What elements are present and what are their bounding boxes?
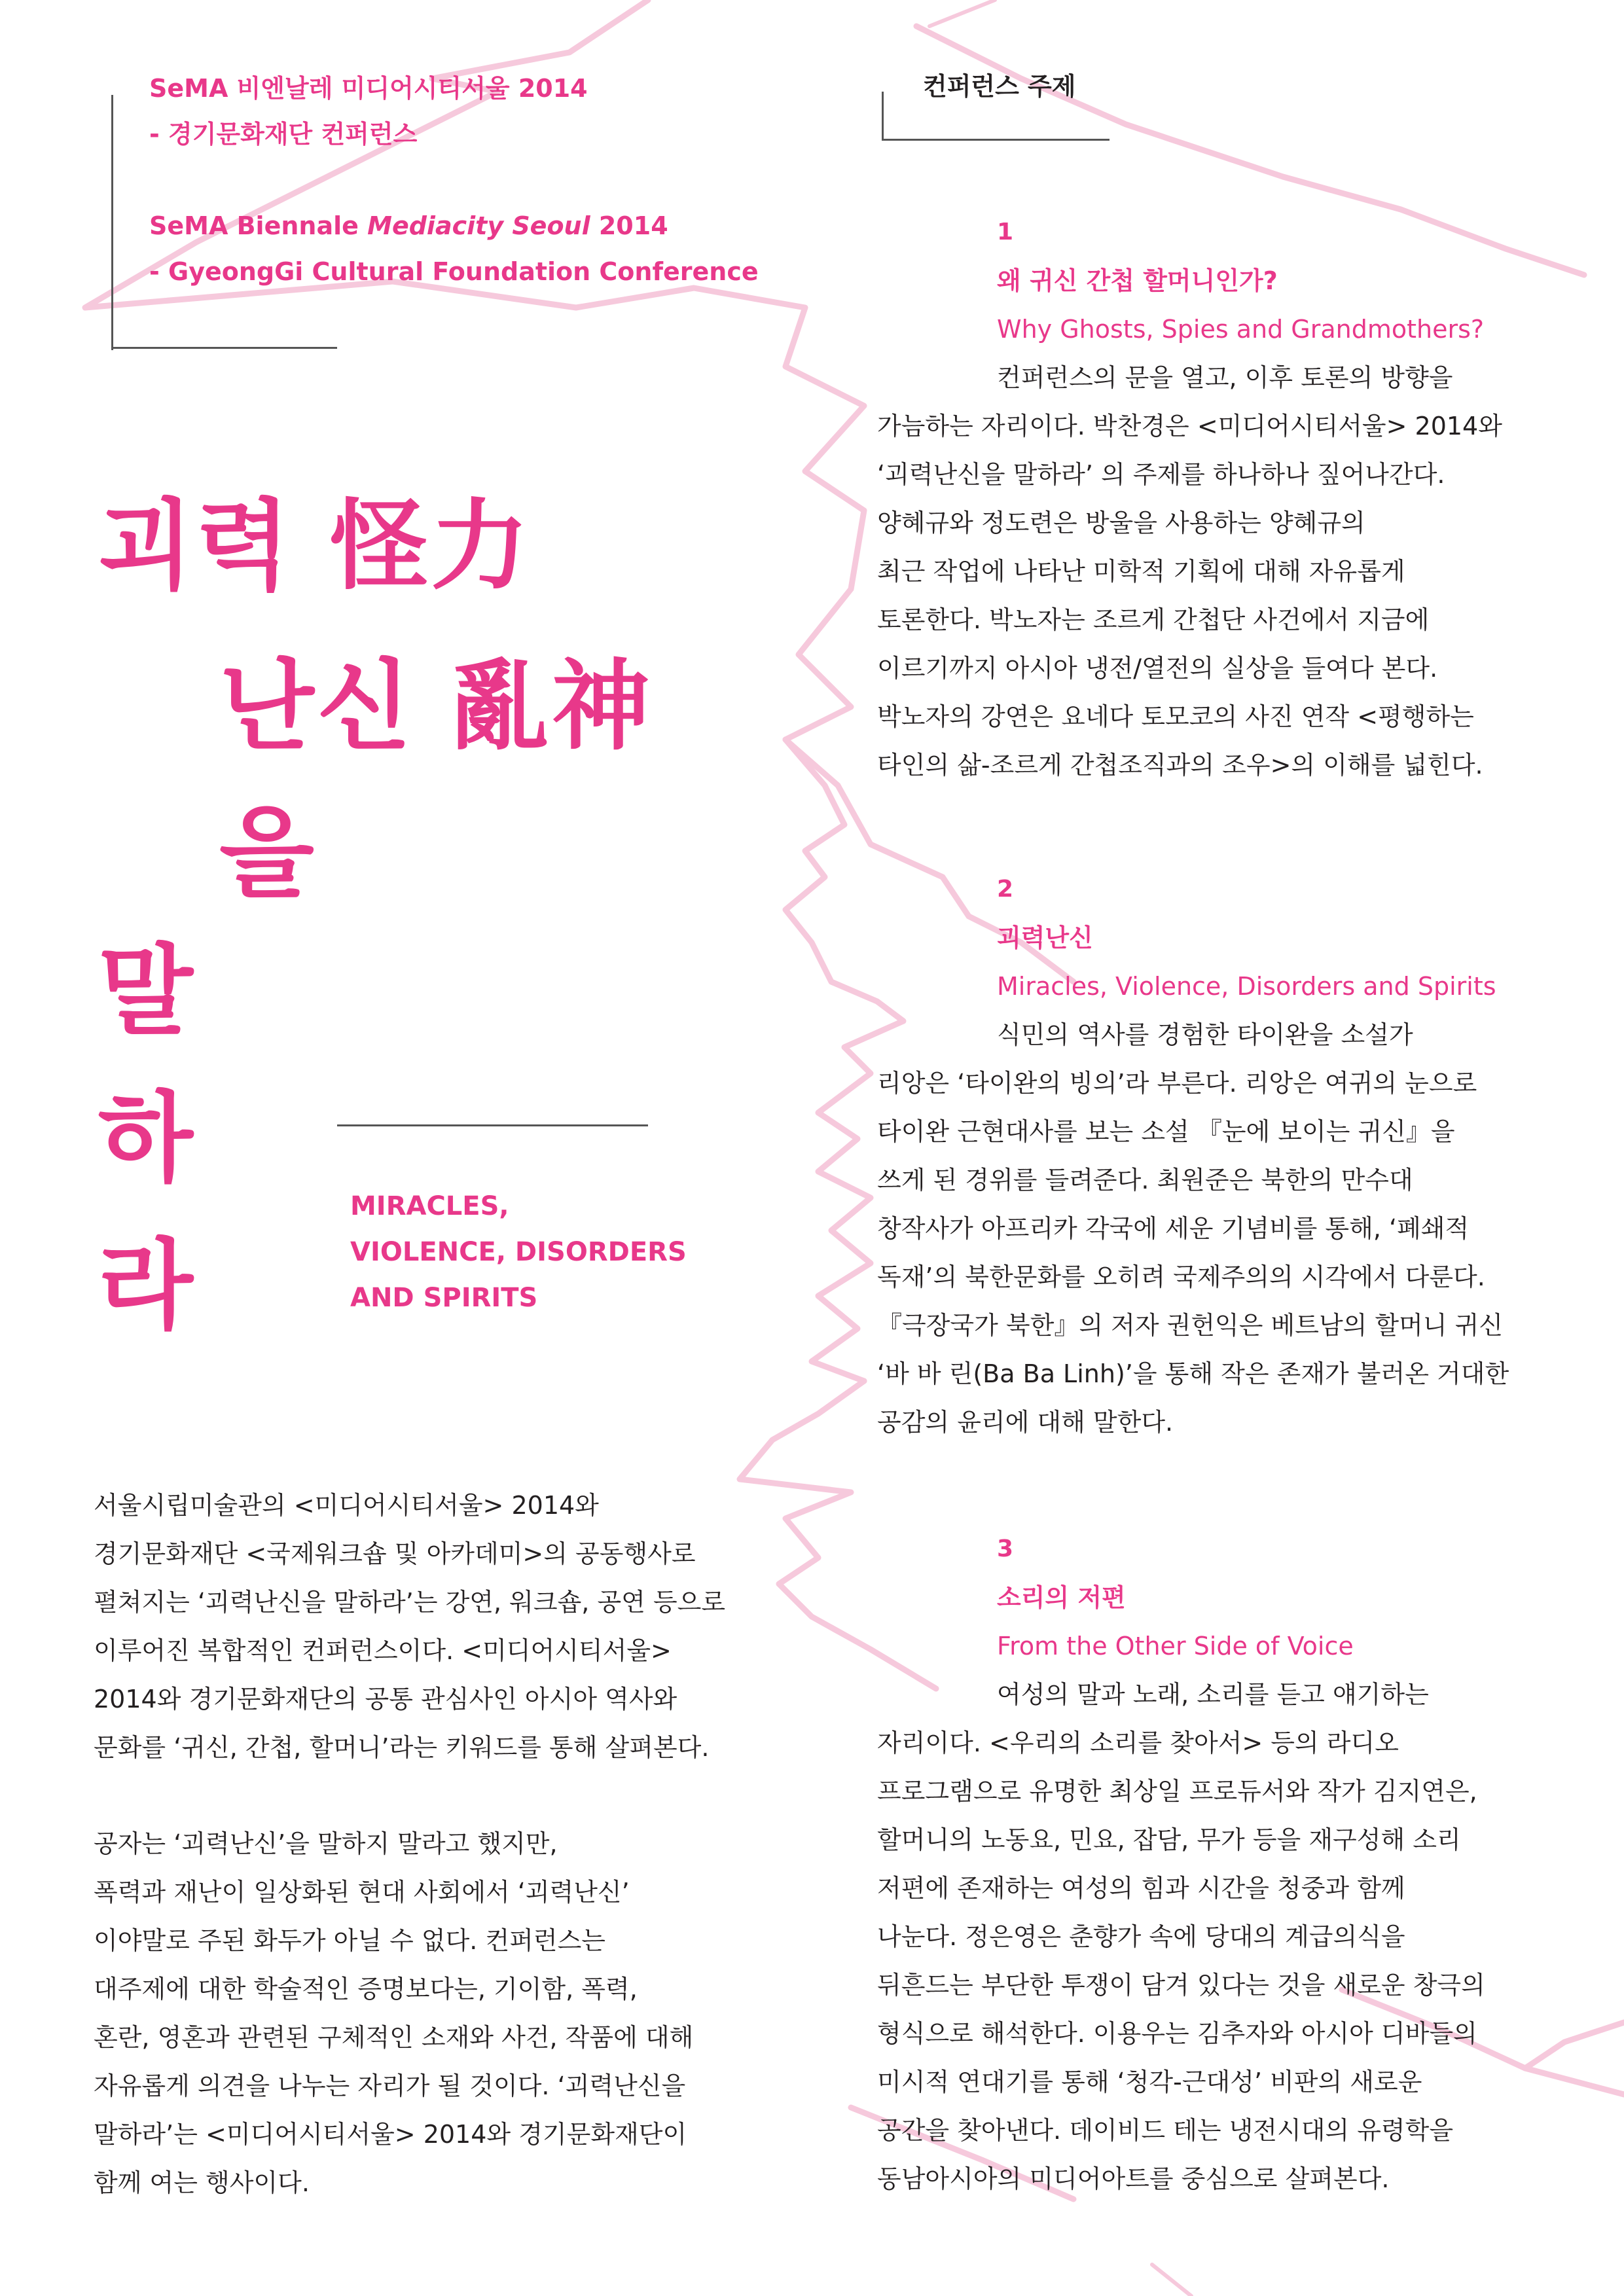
intro-paragraph-2: 공자는 ‘괴력난신’을 말하지 말라고 했지만, 폭력과 재난이 일상화된 현대 사회에서 ‘괴력난신’ 이야말로 주된 화두가 아닐 수 없다. 컨퍼런스는 대주제에 대한 학술적인 증명보다는, 기이함, 폭력, 혼란, 영혼과 관련된 구체적인 소재와 사건, 작품에 대해 자유롭게 의견을 나누는 자리가 될 것이다. ‘괴력난신을 말하라’는 <미디어시티서울> 2014와 경기문화재단이 함께 여는 행사이다. xyxy=(94,1829,694,2197)
intro-paragraph-1: 서울시립미술관의 <미디어시티서울> 2014와 경기문화재단 <국제워크숍 및 아카데미>의 공동행사로 펼쳐지는 ‘괴력난신을 말하라’는 강연, 워크숍, 공연 등으로 이루어진 복합적인 컨퍼런스이다. <미디어시티서울> 2014와 경기문화재단의 공통 관심사인 아시아 역사와 문화를 ‘귀신, 간첩, 할머니’라는 키워드를 통해 살펴본다. xyxy=(94,1491,726,1762)
title-vertical-char-3: 라 xyxy=(98,1229,196,1343)
title-vertical-char-1: 말 xyxy=(98,935,196,1049)
subtitle-en: MIRACLES, VIOLENCE, DISORDERS AND SPIRITS xyxy=(350,1191,687,1313)
section-2-number: 2 xyxy=(997,876,1014,903)
header-en-line2: - GyeongGi Cultural Foundation Conference xyxy=(149,257,759,286)
topics-heading: 컨퍼런스 주제 xyxy=(923,72,1076,101)
section-3-title-ko: 소리의 저편 xyxy=(997,1583,1126,1612)
title-line3: 을 xyxy=(219,797,317,911)
section-3 xyxy=(877,1525,1597,2203)
section-1-title-en: Why Ghosts, Spies and Grandmothers? xyxy=(997,315,1485,344)
topics-rule-vertical xyxy=(882,92,884,141)
header-en-line1: SeMA Biennale Mediacity Seoul 2014 xyxy=(149,211,668,240)
subtitle-rule xyxy=(337,1124,648,1126)
section-2-body: 식민의 역사를 경험한 타이완을 소설가 리앙은 ‘타이완의 빙의’라 부른다. 리앙은 여귀의 눈으로 타이완 근현대사를 보는 소설 『눈에 보이는 귀신』을 쓰게 된 경위를 들려준다. 최원준은 북한의 만수대 창작사가 아프리카 각국에 세운 기념비를 통해, ‘폐쇄적 독재’의 북한문화를 오히려 국제주의의 시각에서 다룬다. 『극장국가 북한』의 저자 권헌익은 베트남의 할머니 귀신 ‘바 바 린(Ba Ba Linh)’을 통해 작은 존재가 불러온 거대한 공감의 윤리에 대해 말한다. xyxy=(877,1020,1509,1437)
header-ko-line2: - 경기문화재단 컨퍼런스 xyxy=(149,120,418,149)
section-2-title-en: Miracles, Violence, Disorders and Spirits xyxy=(997,972,1496,1001)
section-1-number: 1 xyxy=(997,219,1014,245)
header-ko-line1: SeMA 비엔날레 미디어시티서울 2014 xyxy=(149,74,588,103)
topics-rule-horizontal xyxy=(882,139,1110,141)
title-line2: 난신 亂神 xyxy=(219,650,653,764)
header-rule-horizontal xyxy=(111,347,337,349)
header-rule-vertical xyxy=(111,95,113,350)
section-3-title-en: From the Other Side of Voice xyxy=(997,1632,1354,1660)
header-block xyxy=(149,65,759,295)
section-2-title-ko: 괴력난신 xyxy=(997,924,1093,952)
section-1 xyxy=(877,208,1597,789)
section-2 xyxy=(877,865,1597,1446)
section-1-body: 컨퍼런스의 문을 열고, 이후 토론의 방향을 가늠하는 자리이다. 박찬경은 <미디어시티서울> 2014와 ‘괴력난신을 말하라’ 의 주제를 하나하나 짚어나간다. 양혜규와 정도련은 방울을 사용하는 양혜규의 최근 작업에 나타난 미학적 기획에 대해 자유롭게 토론한다. 박노자는 조르게 간첩단 사건에서 지금에 이르기까지 아시아 냉전/열전의 실상을 들여다 본다. 박노자의 강연은 요네다 토모코의 사진 연작 <평행하는 타인의 삶-조르게 간첩조직과의 조우>의 이해를 넓힌다. xyxy=(877,363,1502,780)
title-line1: 괴력 怪力 xyxy=(98,490,532,603)
section-3-number: 3 xyxy=(997,1535,1014,1562)
title-vertical-char-2: 하 xyxy=(98,1082,196,1196)
section-3-body: 여성의 말과 노래, 소리를 듣고 얘기하는 자리이다. <우리의 소리를 찾아서> 등의 라디오 프로그램으로 유명한 최상일 프로듀서와 작가 김지연은, 할머니의 노동요, 민요, 잡담, 무가 등을 재구성해 소리 저편에 존재하는 여성의 힘과 시간을 청중과 함께 나눈다. 정은영은 춘향가 속에 당대의 계급의식을 뒤흔드는 부단한 투쟁이 담겨 있다는 것을 새로운 창극의 형식으로 해석한다. 이용우는 김추자와 아시아 디바들의 미시적 연대기를 통해 ‘청각-근대성’ 비판의 새로운 공간을 찾아낸다. 데이비드 테는 냉전시대의 유령학을 동남아시아의 미디어아트를 중심으로 살펴본다. xyxy=(877,1680,1485,2193)
section-1-title-ko: 왜 귀신 간첩 할머니인가? xyxy=(997,266,1278,295)
